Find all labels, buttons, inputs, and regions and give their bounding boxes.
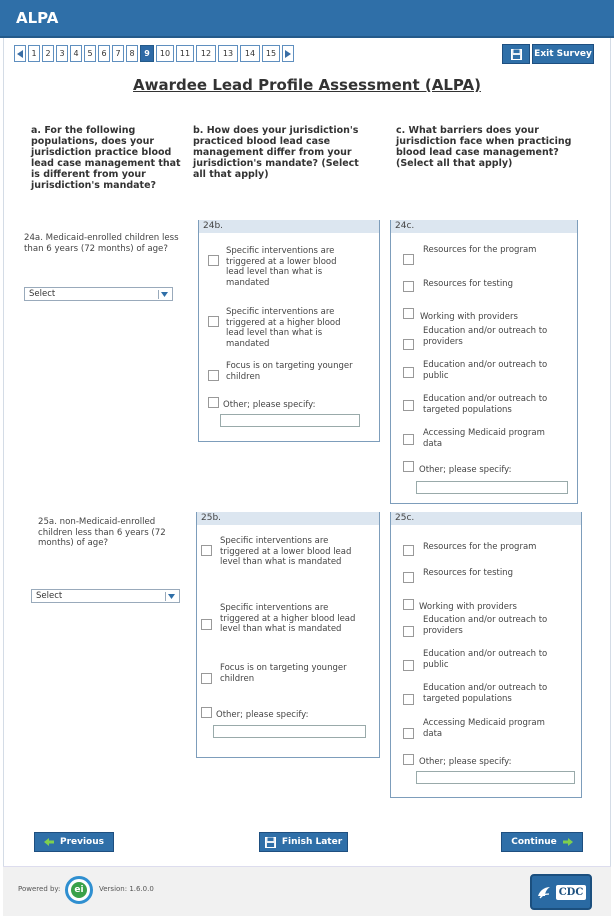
arrow-left-icon <box>44 838 54 846</box>
q24c-other-input[interactable] <box>416 481 568 494</box>
q24b-option-4-checkbox[interactable] <box>208 397 219 408</box>
panel-heading: 25c. <box>391 512 581 525</box>
finish-later-label: Finish Later <box>281 837 343 847</box>
q25c-option-1-label: Resources for the program <box>423 542 537 552</box>
q24c-option-8-checkbox[interactable] <box>403 461 414 472</box>
page-button-7[interactable]: 7 <box>112 45 124 62</box>
q24c-option-5-label: Education and/or outreach to public <box>423 360 548 381</box>
q24c-option-7-checkbox[interactable] <box>403 434 414 445</box>
chevron-down-icon <box>165 592 177 601</box>
q24c-option-4-label: Education and/or outreach to providers <box>423 326 548 347</box>
q24b-option-1-label: Specific interventions are triggered at a lower blood lead level than what is mandated <box>226 246 337 288</box>
page-button-13[interactable]: 13 <box>218 45 238 62</box>
panel-heading: 24b. <box>199 220 379 233</box>
q24b-option-2-checkbox[interactable] <box>208 316 219 327</box>
q25b-option-1-checkbox[interactable] <box>201 545 212 556</box>
ei-logo <box>65 876 93 904</box>
select-value: Select <box>29 289 56 299</box>
q25c-option-8-label: Other; please specify: <box>419 757 512 767</box>
floppy-disk-icon <box>265 837 276 848</box>
page-button-10[interactable]: 10 <box>156 45 174 62</box>
q25c-option-5-label: Education and/or outreach to public <box>423 649 548 670</box>
exit-survey-button[interactable] <box>532 44 594 64</box>
version-label: Version: 1.6.0.0 <box>99 885 154 893</box>
q25c-option-7-checkbox[interactable] <box>403 728 414 739</box>
page-button-8[interactable]: 8 <box>126 45 138 62</box>
q25b-other-input[interactable] <box>213 725 366 738</box>
q24b-other-input[interactable] <box>220 414 360 427</box>
page-button-12[interactable]: 12 <box>196 45 216 62</box>
column-b-heading: b. How does your jurisdiction's practiced blood lead case management differ from your jurisdiction's mandate? (Select all that apply) <box>193 125 359 180</box>
question-24a-label: 24a. Medicaid-enrolled children less than 6 years (72 months) of age? <box>24 233 179 254</box>
q25c-other-input[interactable] <box>416 771 575 784</box>
powered-by-label: Powered by: <box>18 885 61 893</box>
cdc-logo-text: CDC <box>556 885 587 900</box>
panel-heading: 25b. <box>197 512 379 525</box>
page-button-6[interactable]: 6 <box>98 45 110 62</box>
q24b-option-4-label: Other; please specify: <box>223 400 316 410</box>
app-title: ALPA <box>16 9 59 27</box>
q25c-option-8-checkbox[interactable] <box>403 754 414 765</box>
triangle-right-icon <box>285 50 291 58</box>
q25b-option-1-label: Specific interventions are triggered at a lower blood lead level than what is mandated <box>220 536 352 567</box>
q24c-option-7-label: Accessing Medicaid program data <box>423 428 545 449</box>
q25c-option-6-label: Education and/or outreach to targeted populations <box>423 683 548 704</box>
q24c-option-8-label: Other; please specify: <box>419 465 512 475</box>
floppy-disk-icon <box>511 49 522 60</box>
page-navigator <box>14 45 296 62</box>
page-number-list <box>28 45 282 62</box>
page-button-3[interactable]: 3 <box>56 45 68 62</box>
q25b-option-2-checkbox[interactable] <box>201 619 212 630</box>
chevron-down-icon <box>158 290 170 299</box>
page-button-2[interactable]: 2 <box>42 45 54 62</box>
previous-button[interactable] <box>34 832 114 852</box>
page-button-14[interactable]: 14 <box>240 45 260 62</box>
q25c-option-6-checkbox[interactable] <box>403 694 414 705</box>
question-24a-select[interactable] <box>24 287 173 301</box>
q25c-option-1-checkbox[interactable] <box>403 545 414 556</box>
q25c-option-4-label: Education and/or outreach to providers <box>423 615 548 636</box>
exit-survey-label: Exit Survey <box>534 49 592 59</box>
q24c-option-4-checkbox[interactable] <box>403 339 414 350</box>
page-title: Awardee Lead Profile Assessment (ALPA) <box>133 76 481 94</box>
continue-button[interactable] <box>501 832 583 852</box>
page-button-1[interactable]: 1 <box>28 45 40 62</box>
page-button-4[interactable]: 4 <box>70 45 82 62</box>
q25c-option-2-checkbox[interactable] <box>403 572 414 583</box>
q25b-option-3-checkbox[interactable] <box>201 673 212 684</box>
q25c-option-3-checkbox[interactable] <box>403 599 414 610</box>
ei-logo-mark: ei <box>71 882 87 898</box>
page-button-9[interactable]: 9 <box>140 45 154 62</box>
q24c-option-1-label: Resources for the program <box>423 245 537 255</box>
previous-label: Previous <box>59 837 105 847</box>
question-25a-select[interactable] <box>31 589 180 603</box>
column-a-heading: a. For the following populations, does your jurisdiction practice blood lead case management that is different from your jurisdiction's mandate? <box>31 125 181 191</box>
q25c-option-7-label: Accessing Medicaid program data <box>423 718 545 739</box>
q24c-option-3-label: Working with providers <box>420 312 518 322</box>
continue-label: Continue <box>511 837 557 847</box>
page-button-15[interactable]: 15 <box>262 45 280 62</box>
next-page-arrow[interactable] <box>282 45 294 62</box>
footer <box>3 866 611 916</box>
q24c-option-6-checkbox[interactable] <box>403 400 414 411</box>
q24b-option-3-label: Focus is on targeting younger children <box>226 361 353 382</box>
cdc-logo <box>530 874 592 910</box>
q25c-option-2-label: Resources for testing <box>423 568 513 578</box>
finish-later-button[interactable] <box>259 832 348 852</box>
app-header <box>0 0 614 38</box>
q25b-option-3-label: Focus is on targeting younger children <box>220 663 347 684</box>
q24c-option-2-label: Resources for testing <box>423 279 513 289</box>
arrow-right-icon <box>563 838 573 846</box>
prev-page-arrow[interactable] <box>14 45 26 62</box>
page-button-11[interactable]: 11 <box>176 45 194 62</box>
column-c-heading: c. What barriers does your jurisdiction face when practicing blood lead case management? (Select all that apply) <box>396 125 572 169</box>
q25c-option-3-label: Working with providers <box>419 602 517 612</box>
save-button[interactable] <box>502 44 530 64</box>
triangle-left-icon <box>17 50 23 58</box>
q25b-option-4-checkbox[interactable] <box>201 707 212 718</box>
q24b-option-1-checkbox[interactable] <box>208 255 219 266</box>
panel-heading: 24c. <box>391 220 577 233</box>
q25c-option-4-checkbox[interactable] <box>403 626 414 637</box>
q25b-option-4-label: Other; please specify: <box>216 710 309 720</box>
hhs-eagle-icon <box>536 884 552 900</box>
q24c-option-2-checkbox[interactable] <box>403 281 414 292</box>
q25c-option-5-checkbox[interactable] <box>403 660 414 671</box>
q24c-option-6-label: Education and/or outreach to targeted populations <box>423 394 548 415</box>
question-25a-label: 25a. non-Medicaid-enrolled children less than 6 years (72 months) of age? <box>38 517 166 548</box>
q25b-option-2-label: Specific interventions are triggered at a higher blood lead level than what is mandated <box>220 603 356 634</box>
q24c-option-3-checkbox[interactable] <box>403 308 414 319</box>
q24b-option-3-checkbox[interactable] <box>208 370 219 381</box>
q24c-option-1-checkbox[interactable] <box>403 254 414 265</box>
select-value: Select <box>36 591 63 601</box>
q24c-option-5-checkbox[interactable] <box>403 367 414 378</box>
page-button-5[interactable]: 5 <box>84 45 96 62</box>
q24b-option-2-label: Specific interventions are triggered at a higher blood lead level than what is mandated <box>226 307 341 349</box>
